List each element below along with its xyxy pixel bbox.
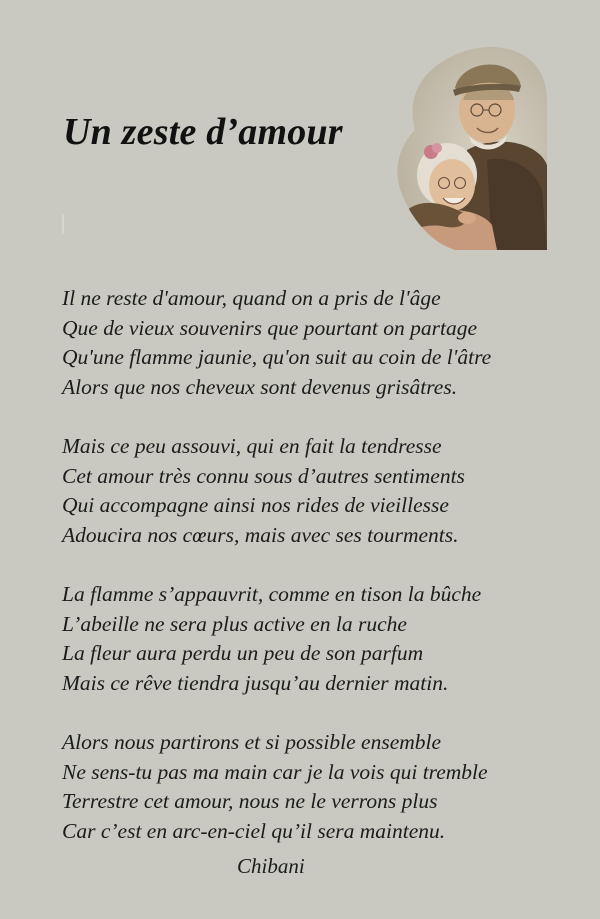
- author-signature: Chibani: [237, 854, 305, 878]
- stanza-4: [62, 728, 491, 846]
- poem-line: Alors que nos cheveux sont devenus grisâtres.: [62, 374, 458, 399]
- poem-line: Qu'une flamme jaunie, qu'on suit au coin de l'âtre: [62, 345, 492, 369]
- poem-line: Ne sens-tu pas ma main car je la vois qui tremble: [62, 759, 488, 784]
- poem-line: La flamme s’appauvrit, comme en tison la bûche: [62, 582, 482, 606]
- stanza-3: [62, 580, 491, 698]
- poem-body: [62, 284, 491, 876]
- poem-title: Un zeste d’amour: [63, 111, 343, 153]
- stanza-2: [62, 432, 491, 550]
- elderly-couple-illustration: [397, 40, 547, 250]
- poem-line: La fleur aura perdu un peu de son parfum: [62, 641, 424, 665]
- poem-line: Cet amour très connu sous d’autres sentiments: [62, 463, 465, 488]
- poem-line: Alors nous partirons et si possible ensemble: [62, 730, 442, 754]
- stanza-1: [62, 284, 491, 402]
- poem-line: Car c’est en arc-en-ciel qu’il sera maintenu.: [62, 818, 446, 843]
- poem-line: Qui accompagne ainsi nos rides de vieillesse: [62, 493, 449, 517]
- poem-line: Mais ce peu assouvi, qui en fait la tendresse: [62, 434, 442, 458]
- decorative-mark: [62, 214, 64, 234]
- poem-line: Adoucira nos cœurs, mais avec ses tourments.: [62, 522, 459, 547]
- poem-line: Mais ce rêve tiendra jusqu’au dernier matin.: [62, 670, 449, 695]
- poem-line: Il ne reste d'amour, quand on a pris de l'âge: [62, 286, 441, 310]
- poem-line: Que de vieux souvenirs que pourtant on partage: [62, 315, 477, 340]
- poem-line: Terrestre cet amour, nous ne le verrons plus: [62, 789, 438, 813]
- poem-line: L’abeille ne sera plus active en la ruche: [62, 611, 407, 636]
